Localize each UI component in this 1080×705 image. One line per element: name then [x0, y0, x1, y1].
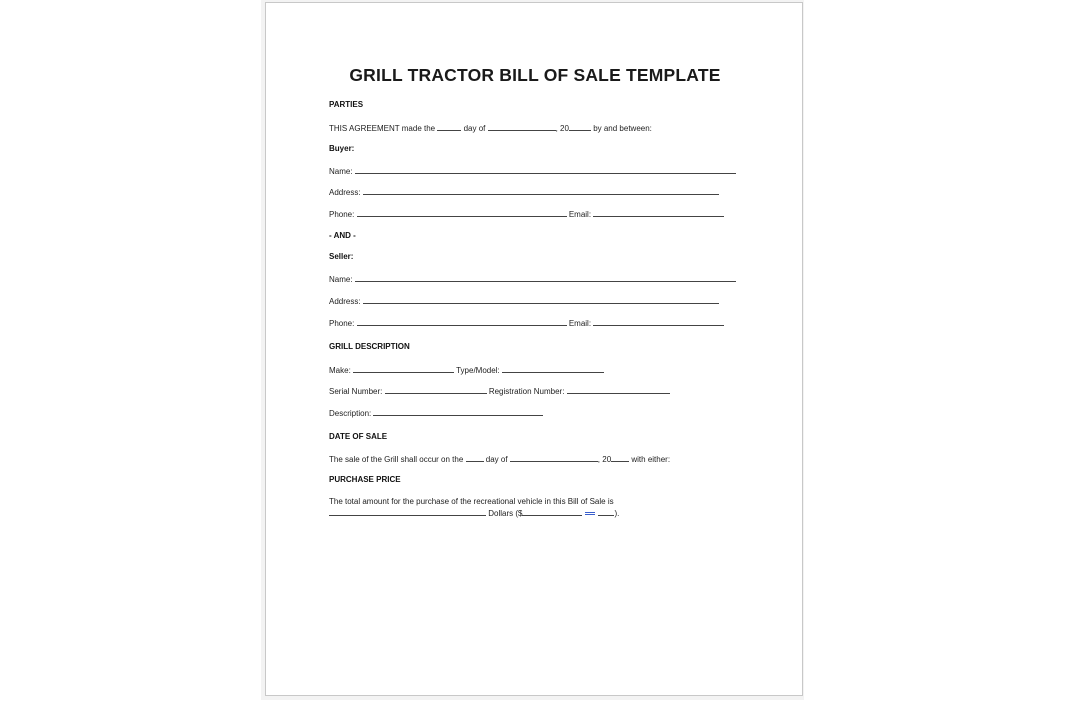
purchase-price-sentence: The total amount for the purchase of the recreational vehicle in this Bill of Sale is — [329, 497, 614, 506]
description-blank[interactable] — [373, 408, 543, 416]
seller-name-label: Name: — [329, 275, 353, 284]
type-model-blank[interactable] — [502, 365, 604, 373]
buyer-phone-label: Phone: — [329, 210, 355, 219]
agreement-year-blank[interactable] — [569, 123, 591, 131]
make-blank[interactable] — [353, 365, 454, 373]
buyer-phone-blank[interactable] — [357, 209, 567, 217]
buyer-name-blank[interactable] — [355, 166, 736, 174]
buyer-name-label: Name: — [329, 167, 353, 176]
seller-label: Seller: — [329, 252, 354, 261]
buyer-name-line — [329, 166, 736, 177]
buyer-label: Buyer: — [329, 144, 355, 153]
serial-number-label: Serial Number: — [329, 387, 383, 396]
agreement-year-prefix: , 20 — [555, 124, 569, 133]
seller-email-label: Email: — [568, 319, 592, 328]
buyer-phone-email-line — [329, 209, 724, 220]
sale-month-blank[interactable] — [510, 454, 598, 462]
date-of-sale-line — [329, 454, 670, 465]
sale-day-of: day of — [485, 455, 508, 464]
buyer-address-line — [329, 187, 719, 198]
grill-description-heading: GRILL DESCRIPTION — [329, 342, 410, 351]
seller-phone-email-line — [329, 318, 724, 329]
purchase-price-amount-line — [329, 508, 619, 519]
price-amount-blank-tail[interactable] — [598, 508, 614, 516]
parties-heading: PARTIES — [329, 100, 364, 109]
make-label: Make: — [329, 366, 351, 375]
sale-year-prefix: , 20 — [597, 455, 612, 464]
price-close: ). — [614, 509, 620, 518]
buyer-address-label: Address: — [329, 188, 361, 197]
buyer-email-blank[interactable] — [593, 209, 724, 217]
sale-day-blank[interactable] — [466, 454, 484, 462]
seller-address-blank[interactable] — [363, 296, 719, 304]
description-line — [329, 408, 543, 419]
agreement-line — [329, 123, 652, 134]
agreement-month-blank[interactable] — [488, 123, 556, 131]
agreement-by-between: by and between: — [593, 124, 652, 133]
serial-registration-line — [329, 386, 670, 397]
date-of-sale-heading: DATE OF SALE — [329, 432, 388, 441]
document-page — [265, 2, 803, 696]
seller-email-blank[interactable] — [593, 318, 724, 326]
cursor-marker-icon — [585, 512, 595, 515]
make-model-line — [329, 365, 604, 376]
purchase-price-heading: PURCHASE PRICE — [329, 475, 401, 484]
buyer-address-blank[interactable] — [363, 187, 719, 195]
seller-address-line — [329, 296, 719, 307]
registration-number-blank[interactable] — [567, 386, 670, 394]
sale-year-blank[interactable] — [611, 454, 629, 462]
seller-phone-blank[interactable] — [357, 318, 567, 326]
serial-number-blank[interactable] — [385, 386, 487, 394]
seller-name-blank[interactable] — [355, 274, 736, 282]
document-title: GRILL TRACTOR BILL OF SALE TEMPLATE — [349, 65, 721, 85]
and-separator: - AND - — [329, 231, 356, 240]
seller-address-label: Address: — [329, 297, 361, 306]
agreement-day-of: day of — [463, 124, 486, 133]
sale-sentence-start: The sale of the Grill shall occur on the — [329, 455, 464, 464]
registration-number-label: Registration Number: — [488, 387, 565, 396]
description-label: Description: — [329, 409, 372, 418]
seller-phone-label: Phone: — [329, 319, 355, 328]
dollars-label: Dollars ($ — [488, 509, 523, 518]
agreement-intro: THIS AGREEMENT made the — [329, 124, 436, 133]
sale-sentence-end: with either: — [631, 455, 671, 464]
seller-name-line — [329, 274, 736, 285]
price-amount-blank[interactable] — [522, 508, 582, 516]
type-model-label: Type/Model: — [456, 366, 500, 375]
price-words-blank[interactable] — [329, 508, 486, 516]
agreement-day-blank[interactable] — [437, 123, 461, 131]
buyer-email-label: Email: — [568, 210, 592, 219]
